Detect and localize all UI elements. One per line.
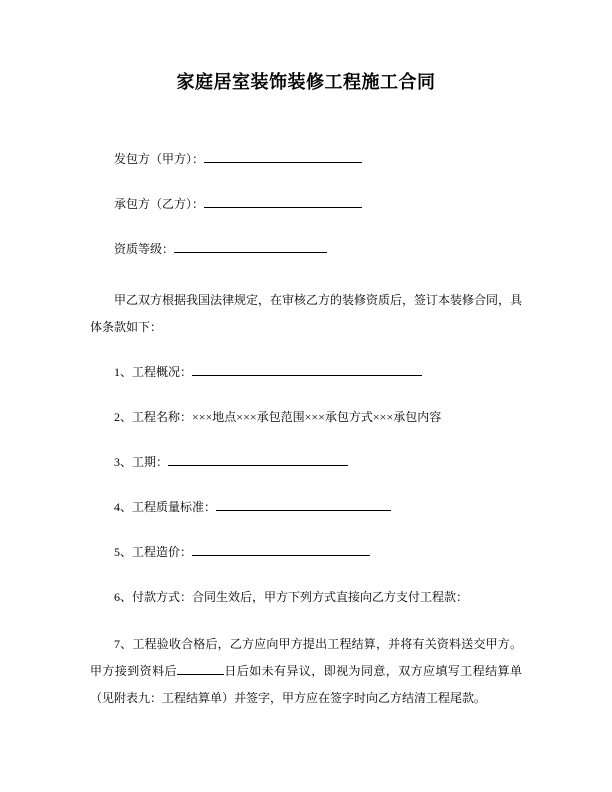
clause-7 [90,631,522,712]
party-a-label: 发包方（甲方）： [114,152,205,166]
clause-5-label: 5、工程造价： [114,545,193,559]
clause-5-blank[interactable] [192,543,370,556]
field-qualification [90,236,522,263]
clause-7-text-after: 日后如未有异议，即视为同意，双方应填写工程结算单（见附表九：工程结算单）并签字，甲方应在签字时向乙方结清工程尾款。 [90,664,522,705]
clause-3 [90,449,522,476]
intro-paragraph: 甲乙双方根据我国法律规定，在审核乙方的装修资质后，签订本装修合同，具体条款如下： [90,293,523,334]
clause-6: 6、付款方式：合同生效后，甲方下列方式直接向乙方支付工程款： [114,590,469,604]
party-b-label: 承包方（乙方）： [114,197,205,211]
qualification-blank[interactable] [174,240,327,253]
clause-4-label: 4、工程质量标准： [114,500,217,514]
clause-1-blank[interactable] [192,363,422,376]
clause-7-text-before: 7、工程验收合格后，乙方应向甲方提出工程结算，并将有关资料送交甲方。甲方接到资料后 [90,637,522,678]
party-a-blank[interactable] [204,150,362,163]
clause-4-blank[interactable] [216,498,391,511]
clause-1 [90,359,522,386]
party-b-blank[interactable] [204,195,362,208]
qualification-label: 资质等级： [114,242,175,256]
field-party-a [90,146,522,173]
clause-2: 2、工程名称：×××地点×××承包范围×××承包方式×××承包内容 [114,410,442,424]
clause-5 [90,539,522,566]
clause-1-label: 1、工程概况： [114,365,193,379]
clause-3-blank[interactable] [168,453,348,466]
clause-3-label: 3、工期： [114,455,169,469]
field-party-b [90,191,522,218]
clause-4 [90,494,522,521]
clause-7-blank[interactable] [177,662,224,675]
document-title: 家庭居室装饰装修工程施工合同 [176,72,436,92]
